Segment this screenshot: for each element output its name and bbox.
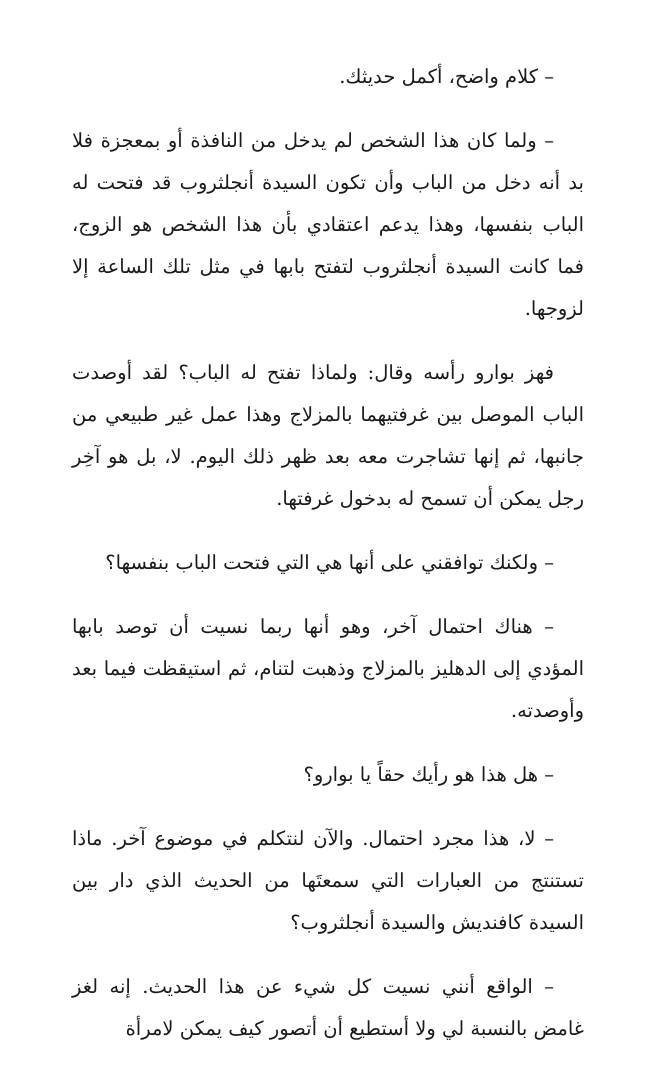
dialogue-paragraph: – هل هذا هو رأيك حقاً يا بوارو؟ [303,763,554,786]
dialogue-paragraph: – الواقع أنني نسيت كل شيء عن هذا الحديث. إنه لغز غامض بالنسبة لي ولا أستطيع أن أتصور كيف يمكن لامرأة [72,975,584,1040]
dialogue-paragraph: – ولما كان هذا الشخص لم يدخل من النافذة أو بمعجزة فلا بد أنه دخل من الباب وأن تكون السيدة أنجلثروب قد فتحت له الباب بنفسها، وهذا يدعم اعتقادي بأن هذا الشخص هو الزوج، فما كانت السيدة أنجلثروب لتفتح بابها في مثل تلك الساعة إلا لزوجها. [72,129,584,320]
dialogue-paragraph: – كلام واضح، أكمل حديثك. [339,65,554,88]
dialogue-paragraph: – هناك احتمال آخر، وهو أنها ربما نسيت أن توصد بابها المؤدي إلى الدهليز بالمزلاج وذهبت لتنام، ثم استيقظت فيما بعد وأوصدته. [72,615,584,722]
dialogue-paragraph: – ولكنك توافقني على أنها هي التي فتحت الباب بنفسها؟ [105,551,554,574]
dialogue-paragraph: – لا، هذا مجرد احتمال. والآن لنتكلم في موضوع آخر. ماذا تستنتج من العبارات التي سمعتَها من الحديث الذي دار بين السيدة كافنديش والسيدة أنجلثروب؟ [72,827,584,934]
narration-paragraph: فهز بوارو رأسه وقال: ولماذا تفتح له الباب؟ لقد أوصدت الباب الموصل بين غرفتيهما بالمزلاج وهذا عمل غير طبيعي من جانبها، ثم إنها تشاجرت معه بعد ظهر ذلك اليوم. لا، بل هو آخِر رجل يمكن أن تسمح له بدخول غرفتها. [72,361,584,510]
book-page [72,56,584,1072]
